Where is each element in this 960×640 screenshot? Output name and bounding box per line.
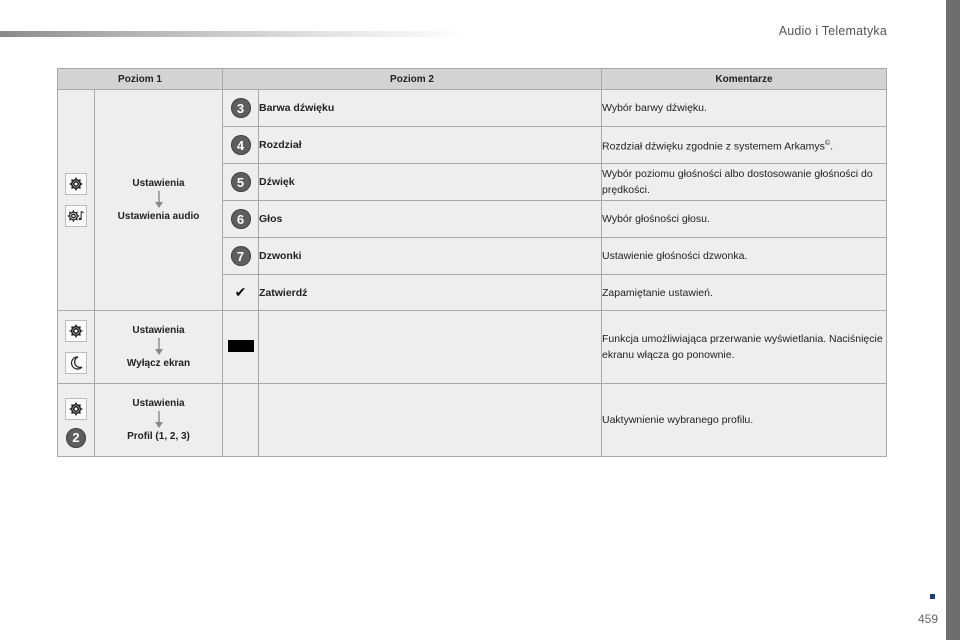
audio-level1-cell bbox=[95, 90, 223, 311]
screen-icons-cell bbox=[58, 311, 95, 384]
header-level1: Poziom 1 bbox=[58, 69, 223, 90]
badge-cell bbox=[223, 90, 259, 127]
gear-icon bbox=[65, 173, 87, 195]
level2-voice: Głos bbox=[259, 201, 602, 238]
level2-tone: Barwa dźwięku bbox=[259, 90, 602, 127]
comment-profile: Uaktywnienie wybranego profilu. bbox=[602, 384, 887, 457]
level2-empty bbox=[259, 311, 602, 384]
level1-settings-label: Ustawienia bbox=[132, 398, 185, 409]
table-row bbox=[58, 311, 887, 384]
page-marker bbox=[930, 594, 935, 599]
screen-level1-cell bbox=[95, 311, 223, 384]
badge-cell bbox=[223, 164, 259, 201]
level1-audio-label: Ustawienia audio bbox=[117, 211, 200, 222]
comment-confirm: Zapamiętanie ustawień. bbox=[602, 275, 887, 311]
comment-distribution-text: Rozdział dźwięku zgodnie z systemem Arkamys bbox=[602, 140, 825, 153]
copyright-mark: © bbox=[824, 139, 831, 147]
comment-tone: Wybór barwy dźwięku. bbox=[602, 90, 887, 127]
level2-confirm: Zatwierdź bbox=[259, 275, 602, 311]
down-arrow-icon bbox=[95, 191, 222, 209]
badge-cell bbox=[223, 127, 259, 164]
level2-ringtones: Dzwonki bbox=[259, 238, 602, 275]
badge-cell bbox=[223, 238, 259, 275]
badge-3-icon: 3 bbox=[231, 98, 251, 118]
menu-table bbox=[57, 68, 887, 457]
badge-7-icon: 7 bbox=[231, 246, 251, 266]
level2-distribution: Rozdział bbox=[259, 127, 602, 164]
audio-icons-cell bbox=[58, 90, 95, 311]
level2-sound: Dźwięk bbox=[259, 164, 602, 201]
badge-cell bbox=[223, 201, 259, 238]
profile-level1-cell bbox=[95, 384, 223, 457]
header-comments: Komentarze bbox=[602, 69, 887, 90]
down-arrow-icon bbox=[95, 411, 222, 429]
level1-settings-label: Ustawienia bbox=[132, 178, 185, 189]
screen-symbol-cell bbox=[223, 311, 259, 384]
level1-profile-label: Profil (1, 2, 3) bbox=[127, 431, 190, 442]
badge-2-icon: 2 bbox=[66, 428, 86, 448]
comment-distribution-end: . bbox=[830, 140, 834, 153]
table-row bbox=[58, 90, 887, 127]
comment-voice: Wybór głośności głosu. bbox=[602, 201, 887, 238]
moon-icon bbox=[65, 352, 87, 374]
header-level2: Poziom 2 bbox=[223, 69, 602, 90]
table-row bbox=[58, 384, 887, 457]
level1-screen-off-label: Wyłącz ekran bbox=[126, 358, 191, 369]
comment-distribution bbox=[602, 127, 887, 164]
badge-5-icon: 5 bbox=[231, 172, 251, 192]
screen-off-symbol bbox=[228, 340, 254, 352]
check-icon: ✔ bbox=[234, 284, 247, 300]
down-arrow-icon bbox=[95, 338, 222, 356]
table-header-row bbox=[58, 69, 887, 90]
header-title: Audio i Telematyka bbox=[778, 24, 887, 38]
gear-icon bbox=[65, 398, 87, 420]
sound-settings-icon bbox=[65, 205, 87, 227]
level1-settings-label: Ustawienia bbox=[132, 325, 185, 336]
gear-icon bbox=[65, 320, 87, 342]
badge-6-icon: 6 bbox=[231, 209, 251, 229]
page-edge-strip bbox=[946, 0, 960, 640]
badge-4-icon: 4 bbox=[231, 135, 251, 155]
level2-empty bbox=[259, 384, 602, 457]
empty-cell bbox=[223, 384, 259, 457]
comment-sound: Wybór poziomu głośności albo dostosowanie głośności do prędkości. bbox=[602, 164, 887, 201]
comment-screen-off: Funkcja umożliwiająca przerwanie wyświetlania. Naciśnięcie ekranu włącza go ponownie. bbox=[602, 311, 887, 384]
profile-icons-cell bbox=[58, 384, 95, 457]
page-number: 459 bbox=[917, 612, 938, 626]
comment-ringtones: Ustawienie głośności dzwonka. bbox=[602, 238, 887, 275]
badge-cell bbox=[223, 275, 259, 311]
header-gradient-bar bbox=[0, 31, 470, 37]
